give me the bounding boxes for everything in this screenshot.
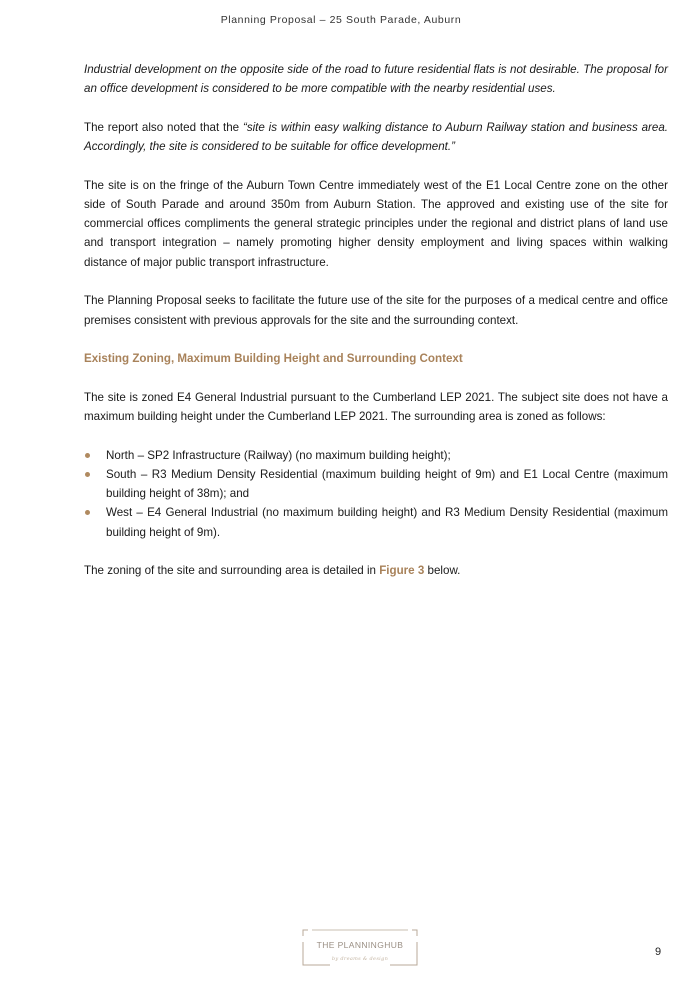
list-item-west (84, 503, 668, 541)
page-content (84, 60, 668, 581)
bullet-icon (85, 472, 90, 477)
paragraph-zoning: The site is zoned E4 General Industrial pursuant to the Cumberland LEP 2021. The subject site does not have a maximum building height under the Cumberland LEP 2021. The surrounding area is zoned as follows: (84, 390, 668, 424)
list-item-text: North – SP2 Infrastructure (Railway) (no maximum building height); (106, 448, 451, 462)
paragraph-figure-reference (84, 561, 668, 580)
logo-text: THE PLANNINGHUB (316, 940, 404, 950)
list-item-text: South – R3 Medium Density Residential (maximum building height of 9m) and E1 Local Centre (maximum building height of 38m); and (106, 468, 668, 501)
list-item-text: West – E4 General Industrial (no maximum building height) and R3 Medium Density Residential (maximum building height of 9m). (106, 506, 668, 539)
section-heading: Existing Zoning, Maximum Building Height and Surrounding Context (84, 352, 463, 366)
page-header: Planning Proposal – 25 South Parade, Auburn (220, 14, 462, 26)
bullet-icon (85, 453, 90, 458)
report-quote: “site is within easy walking distance to Auburn Railway station and business area. Accordingly, the site is considered to be suitable for office development.” (84, 120, 668, 154)
bullet-icon (85, 510, 90, 515)
paragraph-site-location: The site is on the fringe of the Auburn Town Centre immediately west of the E1 Local Centre zone on the other side of South Parade and around 350m from Auburn Station. The approved and existing use of the site for commercial offices compliments the general strategic principles under the regional and district plans of land use and transport integration – namely promoting higher density employment and living spaces within walking distance of major public transport infrastructure. (84, 178, 668, 269)
figure-ref-before: The zoning of the site and surrounding area is detailed in (84, 564, 380, 578)
planninghub-logo (302, 928, 418, 968)
figure-3-link[interactable]: Figure 3 (379, 564, 425, 578)
paragraph-industrial: Industrial development on the opposite side of the road to future residential flats is not desirable. The proposal for an office development is considered to be more compatible with the nearby residential uses. (84, 63, 668, 96)
logo-tagline: by dreams & design (331, 956, 389, 962)
paragraph-proposal-purpose: The Planning Proposal seeks to facilitate the future use of the site for the purposes of a medical centre and office premises consistent with previous approvals for the site and the surrounding context. (84, 294, 668, 327)
paragraph-report (84, 118, 668, 156)
list-item-north (84, 446, 668, 465)
page-number: 9 (655, 946, 662, 958)
surrounding-zones-list (84, 446, 668, 542)
report-intro: The report also noted that the (84, 120, 243, 134)
figure-ref-after: below. (424, 564, 461, 578)
list-item-south (84, 465, 668, 503)
